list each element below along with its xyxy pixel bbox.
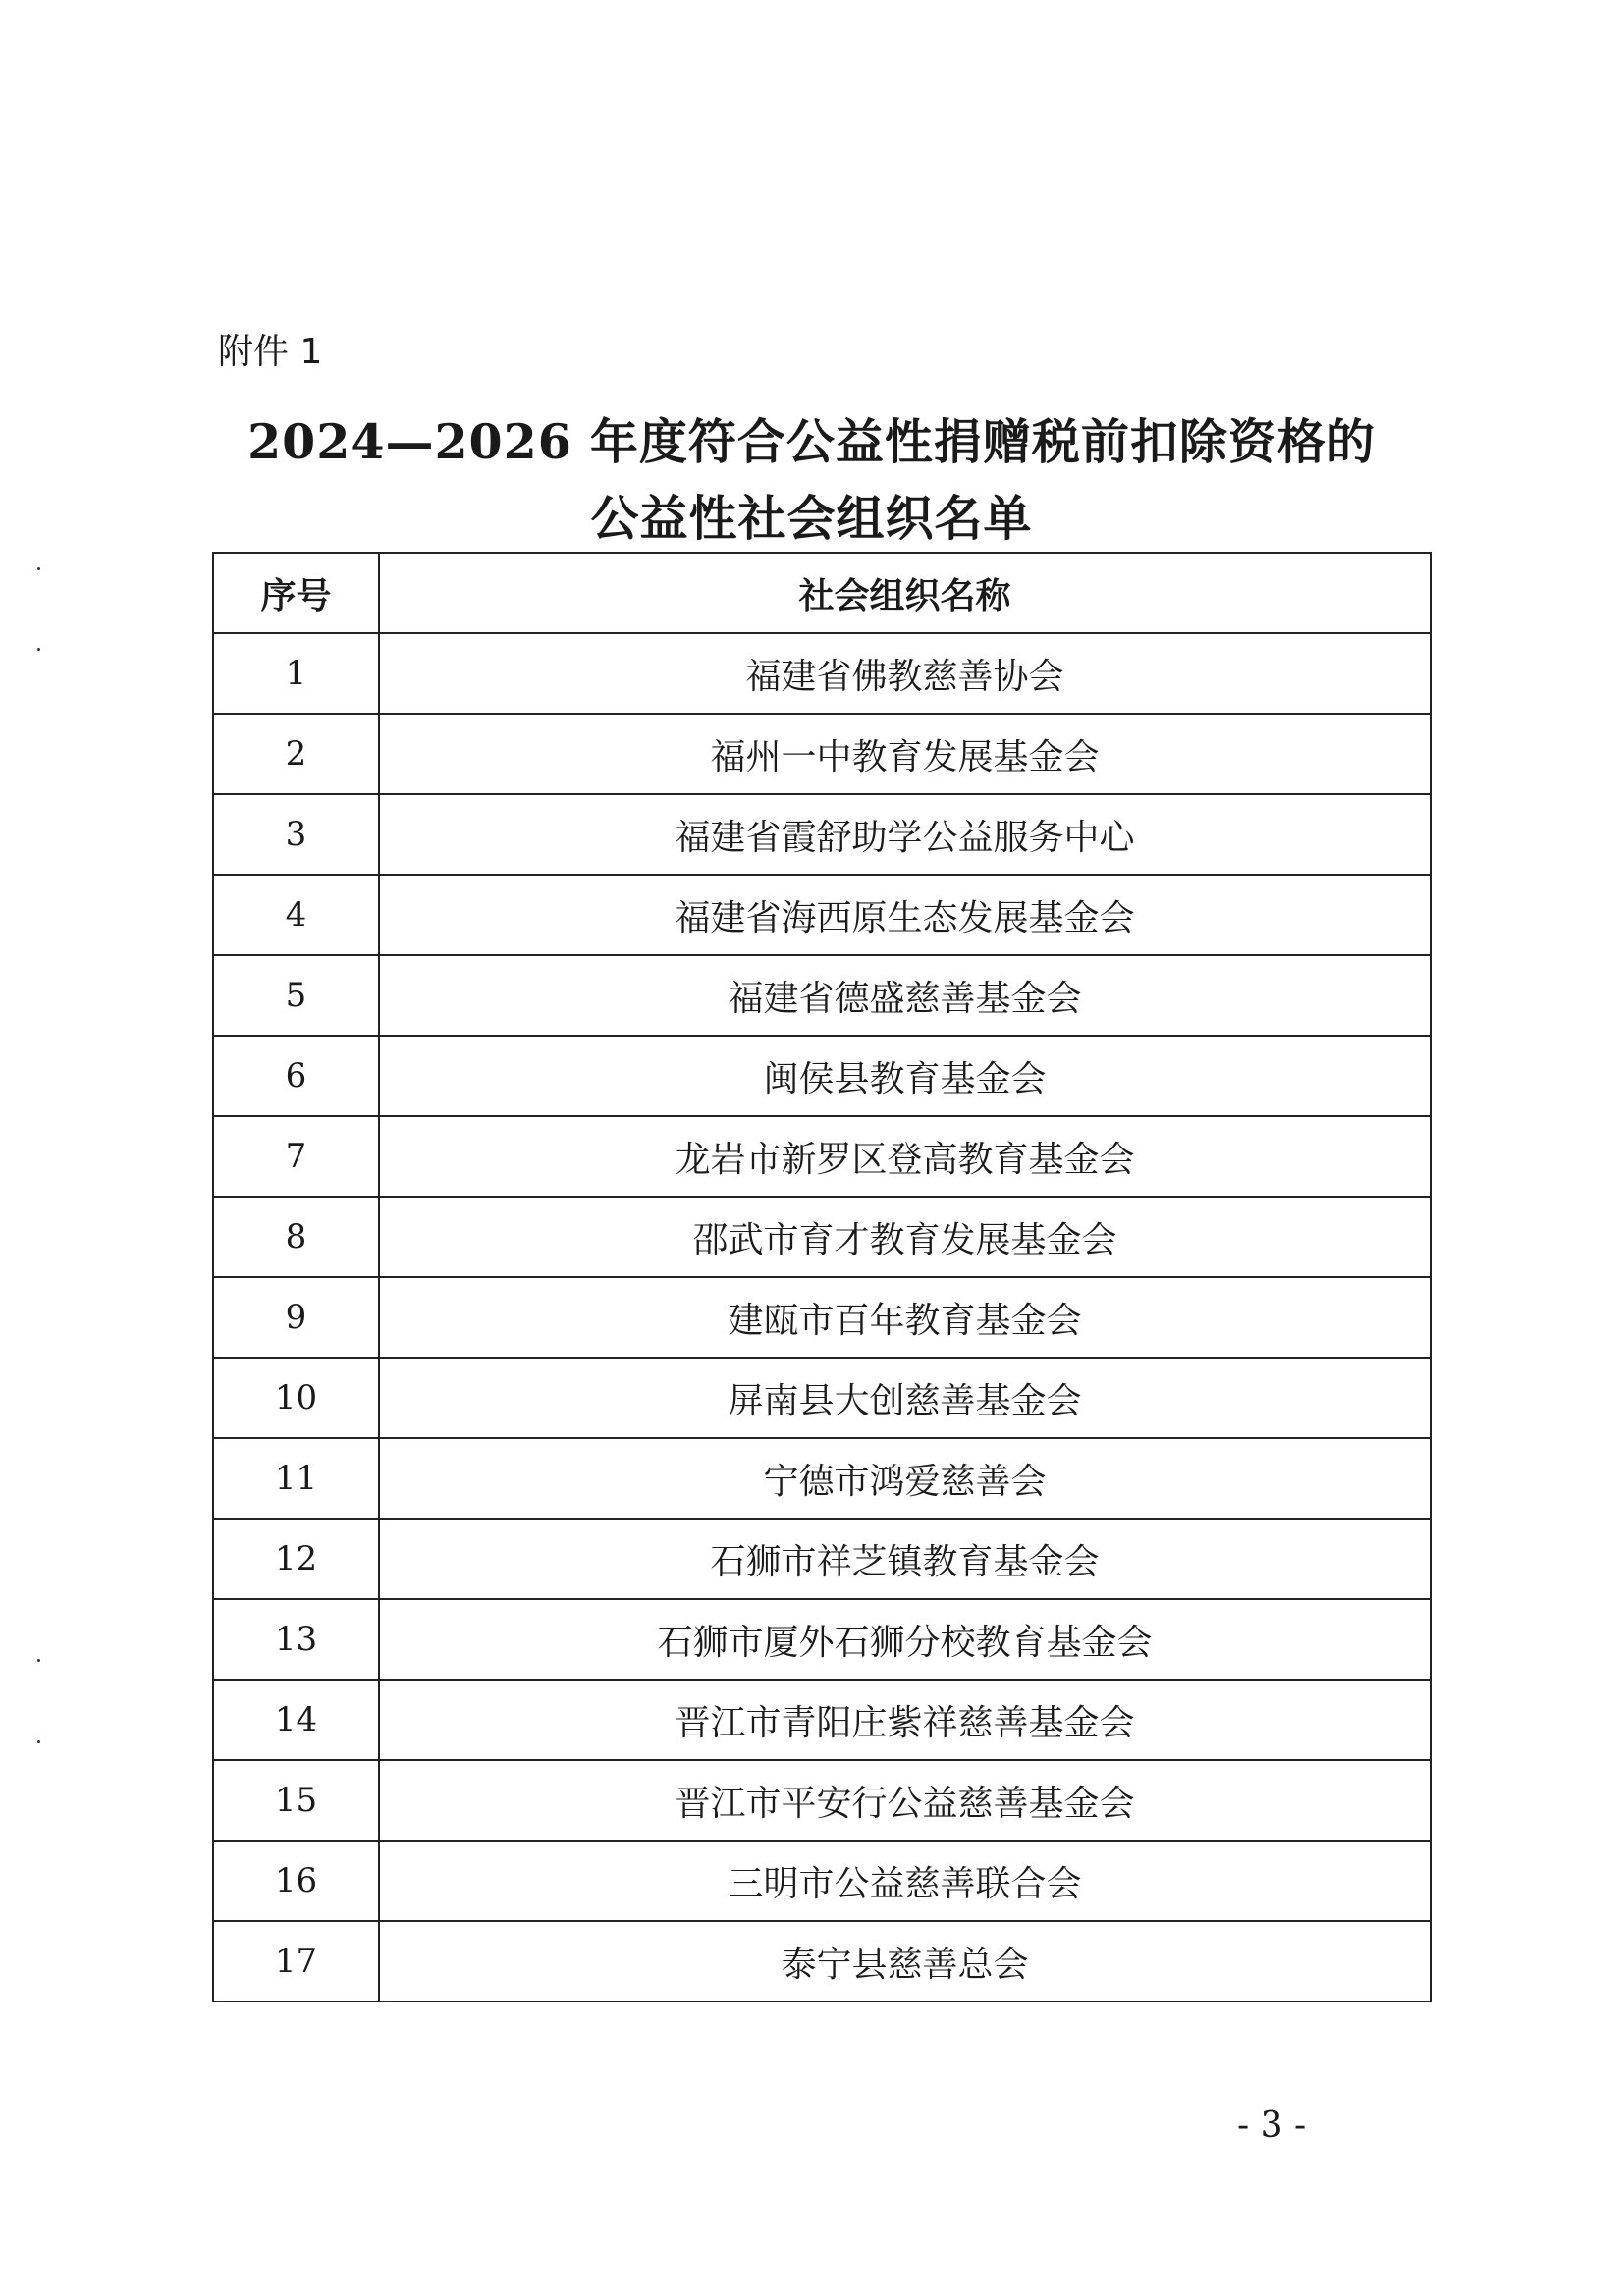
row-number: 5 [213,955,379,1036]
scan-mark [37,1740,40,1743]
table-row [213,633,1431,714]
page-number: - 3 - [1237,2106,1307,2146]
scan-mark [37,648,40,651]
header-serial-number: 序号 [213,553,379,633]
table-row [213,1116,1431,1197]
row-number: 14 [213,1680,379,1760]
row-number: 9 [213,1277,379,1358]
table-row [213,1680,1431,1760]
organization-name: 石狮市厦外石狮分校教育基金会 [379,1599,1431,1680]
table-row [213,1197,1431,1277]
table-row [213,1599,1431,1680]
organization-name: 福建省霞舒助学公益服务中心 [379,794,1431,875]
organization-name: 福建省德盛慈善基金会 [379,955,1431,1036]
table-row [213,1358,1431,1438]
document-title-line1: 2024—2026 年度符合公益性捐赠税前扣除资格的 [247,413,1376,470]
row-number: 6 [213,1036,379,1116]
organization-name: 石狮市祥芝镇教育基金会 [379,1519,1431,1599]
organization-name: 屏南县大创慈善基金会 [379,1358,1431,1438]
row-number: 1 [213,633,379,714]
document-title-line2: 公益性社会组织名单 [590,490,1033,547]
row-number: 11 [213,1438,379,1519]
table-row [213,1519,1431,1599]
table-header-row [213,553,1431,633]
organization-name: 宁德市鸿爱慈善会 [379,1438,1431,1519]
row-number: 16 [213,1841,379,1921]
row-number: 10 [213,1358,379,1438]
table-row [213,1921,1431,2002]
organization-name: 龙岩市新罗区登高教育基金会 [379,1116,1431,1197]
table-row [213,955,1431,1036]
table-row [213,875,1431,955]
organization-name: 晋江市平安行公益慈善基金会 [379,1760,1431,1841]
row-number: 12 [213,1519,379,1599]
organization-table [212,552,1432,2002]
organization-name: 三明市公益慈善联合会 [379,1841,1431,1921]
row-number: 3 [213,794,379,875]
organization-name: 福建省海西原生态发展基金会 [379,875,1431,955]
organization-name: 福州一中教育发展基金会 [379,714,1431,794]
scan-mark [37,567,40,570]
table-row [213,1760,1431,1841]
attachment-label: 附件 1 [218,332,323,372]
table-row [213,794,1431,875]
row-number: 8 [213,1197,379,1277]
organization-name: 邵武市育才教育发展基金会 [379,1197,1431,1277]
table-row [213,1036,1431,1116]
row-number: 7 [213,1116,379,1197]
row-number: 17 [213,1921,379,2002]
organization-name: 福建省佛教慈善协会 [379,633,1431,714]
row-number: 4 [213,875,379,955]
row-number: 13 [213,1599,379,1680]
organization-name: 泰宁县慈善总会 [379,1921,1431,2002]
header-organization-name: 社会组织名称 [379,553,1431,633]
scan-mark [37,1659,40,1662]
organization-name: 建瓯市百年教育基金会 [379,1277,1431,1358]
organization-name: 闽侯县教育基金会 [379,1036,1431,1116]
row-number: 2 [213,714,379,794]
table-row [213,714,1431,794]
table-row [213,1841,1431,1921]
organization-name: 晋江市青阳庄紫祥慈善基金会 [379,1680,1431,1760]
table-row [213,1438,1431,1519]
row-number: 15 [213,1760,379,1841]
table-row [213,1277,1431,1358]
